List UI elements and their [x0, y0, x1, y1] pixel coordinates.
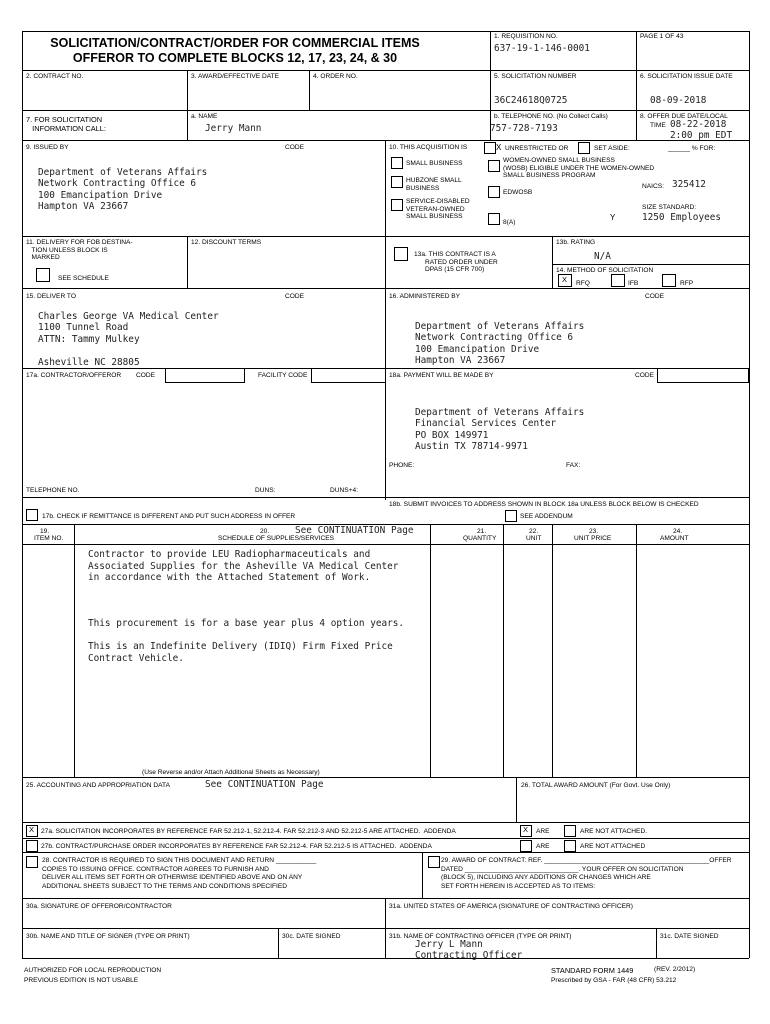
unrestricted-x-mark: X — [496, 143, 502, 152]
facility-code-label: FACILITY CODE — [258, 372, 308, 379]
wosb-checkbox[interactable] — [488, 160, 500, 172]
rfq-label: RFQ — [576, 280, 590, 287]
time-label: TIME — [650, 122, 666, 129]
30a-label: 30a. SIGNATURE OF OFFEROR/CONTRACTOR — [26, 903, 172, 910]
col20-number: 20. — [260, 528, 270, 535]
set-aside-checkbox[interactable] — [578, 142, 590, 154]
deliver-to-label: 15. DELIVER TO — [26, 293, 76, 300]
sdvosb-checkbox[interactable] — [391, 199, 403, 211]
col24-header: AMOUNT — [660, 535, 689, 542]
payment-address[interactable]: Department of Veterans Affairs Financial Services Center PO BOX 149971 Austin TX 78714-9971 — [415, 407, 585, 453]
name-label: a. NAME — [191, 113, 218, 120]
small-business-label: SMALL BUSINESS — [406, 160, 463, 167]
footer-form-name: STANDARD FORM 1449 — [551, 966, 634, 975]
method-label: 14. METHOD OF SOLICITATION — [556, 267, 654, 274]
see-addendum-label: SEE ADDENDUM — [520, 513, 573, 520]
naics-label: NAICS: — [642, 183, 664, 190]
hubzone-label: HUBZONE SMALL BUSINESS — [406, 177, 462, 192]
27a-are-not-label: ARE NOT ATTACHED. — [580, 828, 648, 835]
27b-are-not-checkbox[interactable] — [564, 840, 576, 852]
offer-due-label: 8. OFFER DUE DATE/LOCAL — [640, 113, 728, 120]
8a-label: 8(A) — [503, 219, 516, 226]
col19-header: ITEM NO. — [34, 535, 64, 542]
31b-value[interactable]: Jerry L Mann Contracting Officer — [415, 939, 523, 961]
contract-no-label: 2. CONTRACT NO. — [26, 73, 84, 80]
schedule-description[interactable]: Contractor to provide LEU Radiopharmaceuticals and Associated Supplies for the Asheville VA Medical Center in accordance with the Attached Statement of Work. This procurement is for a base year plus 4 option years. This is an Indefinite Delivery (IDIQ) Firm Fixed Price Contract Vehicle. — [88, 549, 405, 664]
contractor-label: 17a. CONTRACTOR/OFFEROR — [26, 372, 122, 379]
deliver-to-address[interactable]: Charles George VA Medical Center 1100 Tunnel Road ATTN: Tammy Mulkey Asheville NC 28805 — [38, 311, 219, 368]
col21-number: 21. — [477, 528, 487, 535]
see-schedule-checkbox[interactable] — [36, 268, 50, 282]
requisition-label: 1. REQUISITION NO. — [494, 33, 558, 40]
issued-by-address[interactable]: Department of Veterans Affairs Network Contracting Office 6 100 Emancipation Drive Hampton VA 23667 — [38, 167, 208, 213]
offer-due-date[interactable]: 08-22-2018 — [670, 119, 727, 130]
col24-number: 24. — [673, 528, 683, 535]
28-label: 28. CONTRACTOR IS REQUIRED TO SIGN THIS DOCUMENT AND RETURN ___________ COPIES TO ISSUING OFFICE. CONTRACTOR AGREES TO FURNISH AND DELIVER ALL ITEMS SET FORTH OR OTHERWISE IDENTIFIED ABOVE AND ON ANY ADDITIONAL SHEETS SUBJECT TO THE TERMS AND CONDITIONS SPECIFIED — [42, 857, 317, 890]
remittance-label: 17b. CHECK IF REMITTANCE IS DIFFERENT AND PUT SUCH ADDRESS IN OFFER — [42, 513, 296, 520]
administered-by-label: 16. ADMINISTERED BY — [389, 293, 461, 300]
col22-number: 22. — [529, 528, 539, 535]
administered-by-code-label: CODE — [645, 293, 665, 300]
for-solicitation-label: 7. FOR SOLICITATION INFORMATION CALL: — [26, 115, 106, 133]
contractor-code-label: CODE — [136, 372, 156, 379]
form-title-line1: SOLICITATION/CONTRACT/ORDER FOR COMMERCIAL ITEMS — [50, 36, 420, 50]
accounting-value[interactable]: See CONTINUATION Page — [205, 779, 324, 790]
set-aside-label: SET ASIDE: — [594, 145, 630, 152]
col20-value[interactable]: See CONTINUATION Page — [295, 525, 414, 536]
delivery-fob-label: 11. DELIVERY FOR FOB DESTINA- TION UNLESS BLOCK IS MARKED — [26, 239, 133, 262]
28-checkbox[interactable] — [26, 856, 38, 868]
award-date-label: 3. AWARD/EFFECTIVE DATE — [191, 73, 280, 80]
col22-header: UNIT — [526, 535, 542, 542]
payment-code-label: CODE — [635, 372, 655, 379]
phone-label: b. TELEPHONE NO. (No Collect Calls) — [494, 113, 608, 120]
payment-fax-label: FAX: — [566, 462, 581, 469]
footer-reproduction: AUTHORIZED FOR LOCAL REPRODUCTION PREVIOUS EDITION IS NOT USABLE — [24, 967, 162, 984]
contact-name-value[interactable]: Jerry Mann — [205, 123, 262, 134]
telephone-label: TELEPHONE NO. — [26, 487, 80, 494]
size-standard-label: SIZE STANDARD: — [642, 204, 697, 211]
27b-are-checkbox[interactable] — [520, 840, 532, 852]
payment-phone-label: PHONE: — [389, 462, 415, 469]
sdvosb-label: SERVICE-DISABLED VETERAN-OWNED SMALL BUSINESS — [406, 198, 470, 221]
percent-label: ______ % FOR: — [668, 145, 716, 152]
total-award-label: 26. TOTAL AWARD AMOUNT (For Govt. Use Only) — [521, 782, 671, 789]
rating-label: 13b. RATING — [556, 239, 596, 246]
contractor-code-field[interactable] — [165, 368, 245, 383]
hubzone-checkbox[interactable] — [391, 176, 403, 188]
see-addendum-checkbox[interactable] — [505, 510, 517, 522]
issued-by-label: 9. ISSUED BY — [26, 144, 69, 151]
col20-header: SCHEDULE OF SUPPLIES/SERVICES — [218, 535, 335, 542]
rfp-checkbox[interactable] — [662, 274, 676, 287]
payment-code-field[interactable] — [657, 368, 749, 383]
offer-due-time[interactable]: 2:00 pm EDT — [670, 130, 733, 141]
page-label: PAGE 1 OF 43 — [640, 33, 684, 40]
rfq-x-mark: X — [562, 275, 568, 284]
submit-invoices-label: 18b. SUBMIT INVOICES TO ADDRESS SHOWN IN BLOCK 18a UNLESS BLOCK BELOW IS CHECKED — [389, 501, 699, 508]
duns4-label: DUNS+4: — [330, 487, 359, 494]
administered-by-address[interactable]: Department of Veterans Affairs Network Contracting Office 6 100 Emancipation Drive Hampton VA 23667 — [415, 321, 585, 367]
discount-terms-label: 12. DISCOUNT TERMS — [191, 239, 262, 246]
27a-are-x-mark: X — [523, 825, 529, 834]
wosb-label: WOMEN-OWNED SMALL BUSINESS (WOSB) ELIGIBLE UNDER THE WOMEN-OWNED SMALL BUSINESS PROGRAM — [503, 157, 655, 180]
31c-label: 31c. DATE SIGNED — [660, 933, 719, 940]
27a-label: 27a. SOLICITATION INCORPORATES BY REFERENCE FAR 52.212-1, 52.212-4. FAR 52.212-3 AND 52.212-5 ARE ATTACHED. ADDENDA — [41, 828, 456, 835]
edwosb-checkbox[interactable] — [488, 186, 500, 198]
29-label: 29. AWARD OF CONTRACT: REF. _____________________________________________OFFER DATED _______________________________. YOUR OFFER ON SOLICITATION (BLOCK 5), INCLUDING ANY ADDITIONS OR CHANGES WHICH ARE SET FORTH HEREIN IS ACCEPTED AS TO ITEMS: — [441, 857, 732, 890]
col19-number: 19. — [40, 528, 50, 535]
remittance-checkbox[interactable] — [26, 509, 38, 521]
rating-value[interactable]: N/A — [594, 251, 611, 262]
29-checkbox[interactable] — [428, 856, 440, 868]
8a-checkbox[interactable] — [488, 213, 500, 225]
deliver-to-code-label: CODE — [285, 293, 305, 300]
27a-x-mark: X — [29, 825, 35, 834]
facility-code-field[interactable] — [311, 368, 386, 383]
phone-value[interactable]: 757-728-7193 — [490, 123, 558, 134]
27a-are-not-checkbox[interactable] — [564, 825, 576, 837]
27b-are-not-label: ARE NOT ATTACHED — [580, 843, 646, 850]
rated-order-checkbox[interactable] — [394, 247, 408, 261]
27b-are-label: ARE — [536, 843, 550, 850]
edwosb-label: EDWOSB — [503, 189, 533, 196]
footer-revision: (REV. 2/2012) — [654, 966, 696, 973]
footer-prescribed: Prescribed by GSA - FAR (48 CFR) 53.212 — [551, 977, 677, 984]
27b-label: 27b. CONTRACT/PURCHASE ORDER INCORPORATES BY REFERENCE FAR 52.212-4. FAR 52.212-5 IS ATTACHED. ADDENDA — [41, 843, 432, 850]
solicitation-no-value[interactable]: 36C24618Q0725 — [494, 95, 568, 106]
unrestricted-checkbox[interactable] — [484, 142, 496, 154]
col21-header: QUANTITY — [463, 535, 497, 542]
form-title-line2: OFFEROR TO COMPLETE BLOCKS 12, 17, 23, 24, & 30 — [72, 51, 398, 65]
reverse-note: (Use Reverse and/or Attach Additional Sheets as Necessary) — [142, 769, 320, 776]
rated-order-label: 13a. THIS CONTRACT IS A RATED ORDER UNDER DPAS (15 CFR 700) — [414, 251, 498, 274]
issue-date-value[interactable]: 08-09-2018 — [650, 95, 707, 106]
27b-checkbox[interactable] — [26, 840, 38, 852]
small-business-checkbox[interactable] — [391, 157, 403, 169]
solicitation-no-label: 5. SOLICITATION NUMBER — [494, 73, 577, 80]
acquisition-label: 10. THIS ACQUISITION IS — [389, 144, 468, 151]
ifb-label: IFB — [628, 280, 639, 287]
size-y-mark: Y — [610, 213, 616, 222]
rfp-label: RFP — [680, 280, 694, 287]
see-schedule-label: SEE SCHEDULE — [58, 275, 109, 282]
col23-header: UNIT PRICE — [574, 535, 612, 542]
30b-label: 30b. NAME AND TITLE OF SIGNER (TYPE OR PRINT) — [26, 933, 190, 940]
31a-label: 31a. UNITED STATES OF AMERICA (SIGNATURE OF CONTRACTING OFFICER) — [389, 903, 633, 910]
payment-label: 18a. PAYMENT WILL BE MADE BY — [389, 372, 494, 379]
unrestricted-label: UNRESTRICTED OR — [505, 145, 569, 152]
col23-number: 23. — [589, 528, 599, 535]
duns-label: DUNS: — [255, 487, 276, 494]
order-no-label: 4. ORDER NO. — [313, 73, 358, 80]
accounting-label: 25. ACCOUNTING AND APPROPRIATION DATA — [26, 782, 170, 789]
30c-label: 30c. DATE SIGNED — [282, 933, 341, 940]
issue-date-label: 6. SOLICITATION ISSUE DATE — [640, 73, 733, 80]
issued-by-code-label: CODE — [285, 144, 305, 151]
requisition-value[interactable]: 637-19-1-146-0001 — [494, 43, 590, 54]
ifb-checkbox[interactable] — [611, 274, 625, 287]
31b-label: 31b. NAME OF CONTRACTING OFFICER (TYPE OR PRINT) — [389, 933, 572, 940]
size-standard-value[interactable]: 1250 Employees — [642, 212, 722, 223]
naics-value[interactable]: 325412 — [672, 179, 706, 190]
27a-are-label: ARE — [536, 828, 550, 835]
